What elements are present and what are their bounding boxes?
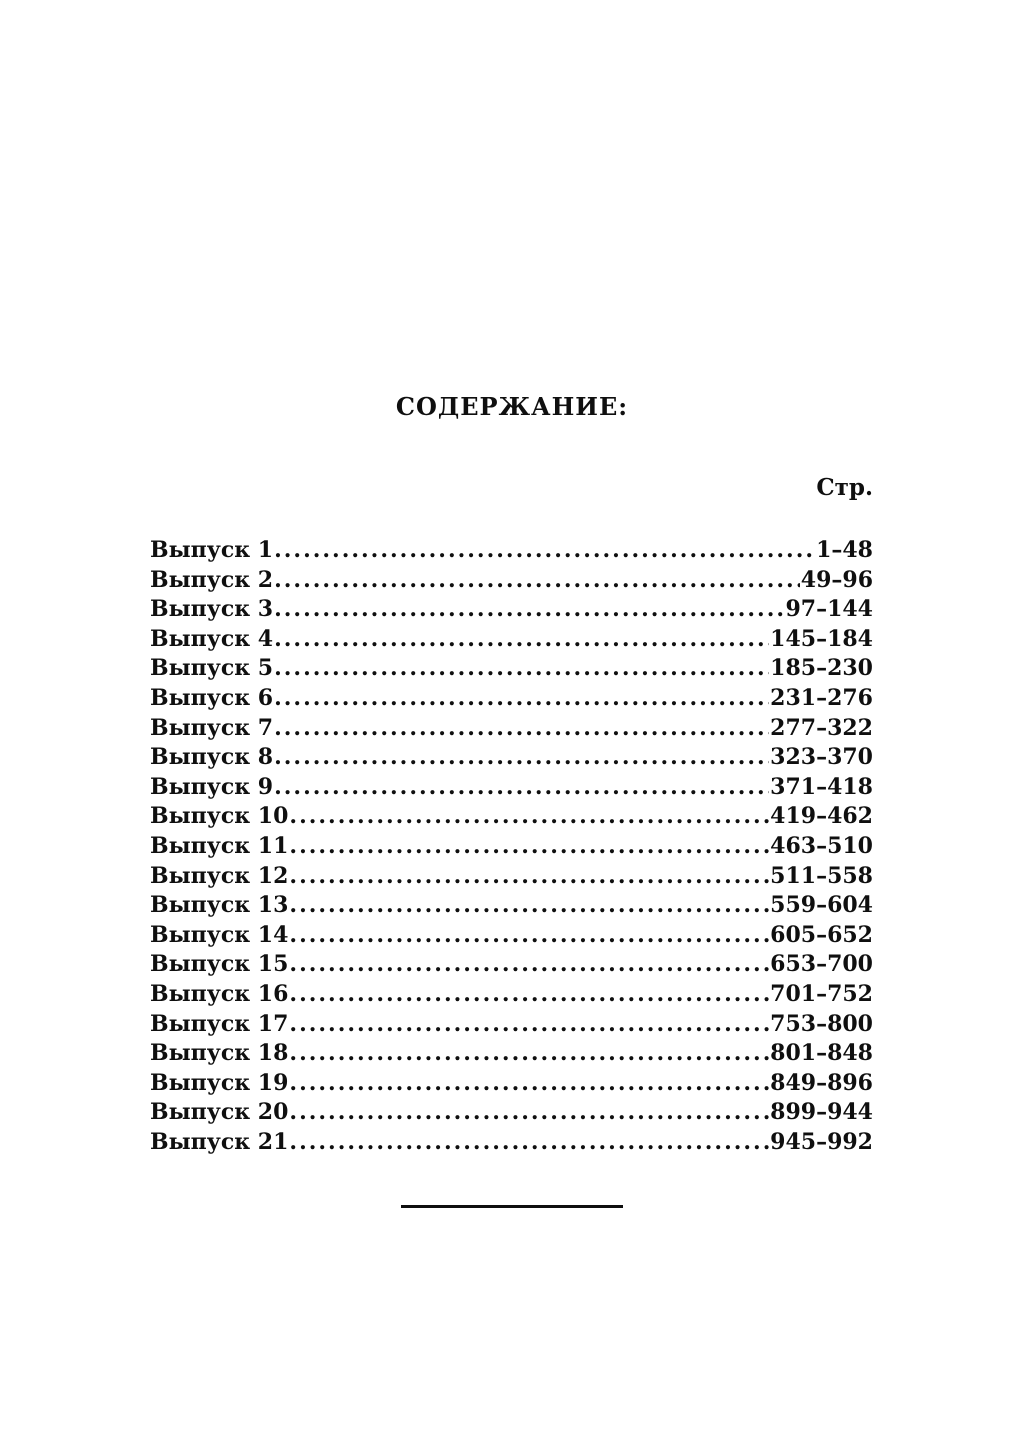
toc-list [150,537,873,1158]
toc-entry-label: Выпуск 16 [150,980,289,1007]
dot-leader [289,951,769,977]
toc-entry [150,715,873,745]
toc-entry [150,803,873,833]
toc-entry-pages: 463–510 [770,832,873,859]
toc-entry [150,863,873,893]
toc-entry-pages: 753–800 [770,1010,873,1037]
toc-entry-label: Выпуск 8 [150,744,274,771]
toc-entry-pages: 97–144 [785,596,873,623]
toc-entry-label: Выпуск 12 [150,862,289,889]
toc-entry-pages: 371–418 [770,773,873,800]
toc-entry-pages: 945–992 [770,1128,873,1155]
dot-leader [289,922,769,948]
toc-entry-label: Выпуск 19 [150,1069,289,1096]
dot-leader [274,655,769,681]
toc-entry [150,951,873,981]
toc-entry [150,596,873,626]
toc-entry-label: Выпуск 11 [150,832,289,859]
toc-entry-label: Выпуск 3 [150,596,274,623]
toc-entry [150,833,873,863]
dot-leader [289,1129,769,1155]
toc-entry [150,655,873,685]
dot-leader [274,596,784,622]
toc-entry-pages: 277–322 [770,714,873,741]
dot-leader [274,567,800,593]
toc-entry-pages: 49–96 [800,566,873,593]
toc-entry-pages: 511–558 [770,862,873,889]
toc-entry [150,685,873,715]
pages-column-header: Стр. [816,474,873,501]
toc-entry-label: Выпуск 5 [150,655,274,682]
dot-leader [274,774,769,800]
toc-entry [150,1011,873,1041]
page-title: СОДЕРЖАНИЕ: [395,392,629,421]
toc-entry-pages: 899–944 [770,1099,873,1126]
toc-entry-pages: 323–370 [770,744,873,771]
toc-entry [150,1099,873,1129]
toc-entry [150,1070,873,1100]
toc-entry-pages: 701–752 [770,980,873,1007]
dot-leader [289,863,769,889]
dot-leader [289,1070,769,1096]
dot-leader [289,1040,769,1066]
toc-entry-label: Выпуск 21 [150,1128,289,1155]
toc-entry-pages: 605–652 [770,921,873,948]
toc-entry-label: Выпуск 2 [150,566,274,593]
toc-entry [150,567,873,597]
dot-leader [289,803,769,829]
toc-entry-label: Выпуск 20 [150,1099,289,1126]
toc-entry [150,922,873,952]
toc-entry-label: Выпуск 6 [150,684,274,711]
toc-entry-label: Выпуск 7 [150,714,274,741]
dot-leader [274,537,815,563]
toc-entry [150,1040,873,1070]
toc-entry [150,537,873,567]
toc-entry-label: Выпуск 15 [150,951,289,978]
toc-entry [150,774,873,804]
toc-entry-pages: 653–700 [770,951,873,978]
toc-entry-pages: 559–604 [770,892,873,919]
toc-entry [150,1129,873,1159]
dot-leader [274,626,769,652]
toc-entry [150,626,873,656]
dot-leader [289,833,769,859]
end-divider [401,1205,623,1208]
toc-entry-label: Выпуск 13 [150,892,289,919]
toc-entry-pages: 231–276 [770,684,873,711]
dot-leader [274,715,769,741]
dot-leader [289,1011,769,1037]
dot-leader [274,685,769,711]
toc-entry-label: Выпуск 18 [150,1040,289,1067]
toc-entry [150,744,873,774]
dot-leader [289,981,769,1007]
toc-entry-pages: 145–184 [770,625,873,652]
dot-leader [274,744,769,770]
toc-entry-label: Выпуск 10 [150,803,289,830]
toc-entry-pages: 801–848 [770,1040,873,1067]
toc-entry-label: Выпуск 9 [150,773,274,800]
dot-leader [289,892,769,918]
toc-entry-label: Выпуск 14 [150,921,289,948]
dot-leader [289,1099,769,1125]
toc-entry-label: Выпуск 17 [150,1010,289,1037]
toc-entry [150,981,873,1011]
toc-entry-label: Выпуск 4 [150,625,274,652]
toc-entry-pages: 1–48 [816,537,873,563]
toc-entry-pages: 849–896 [770,1069,873,1096]
toc-entry-pages: 185–230 [770,655,873,682]
toc-entry [150,892,873,922]
toc-entry-pages: 419–462 [770,803,873,830]
toc-entry-label: Выпуск 1 [150,537,274,563]
